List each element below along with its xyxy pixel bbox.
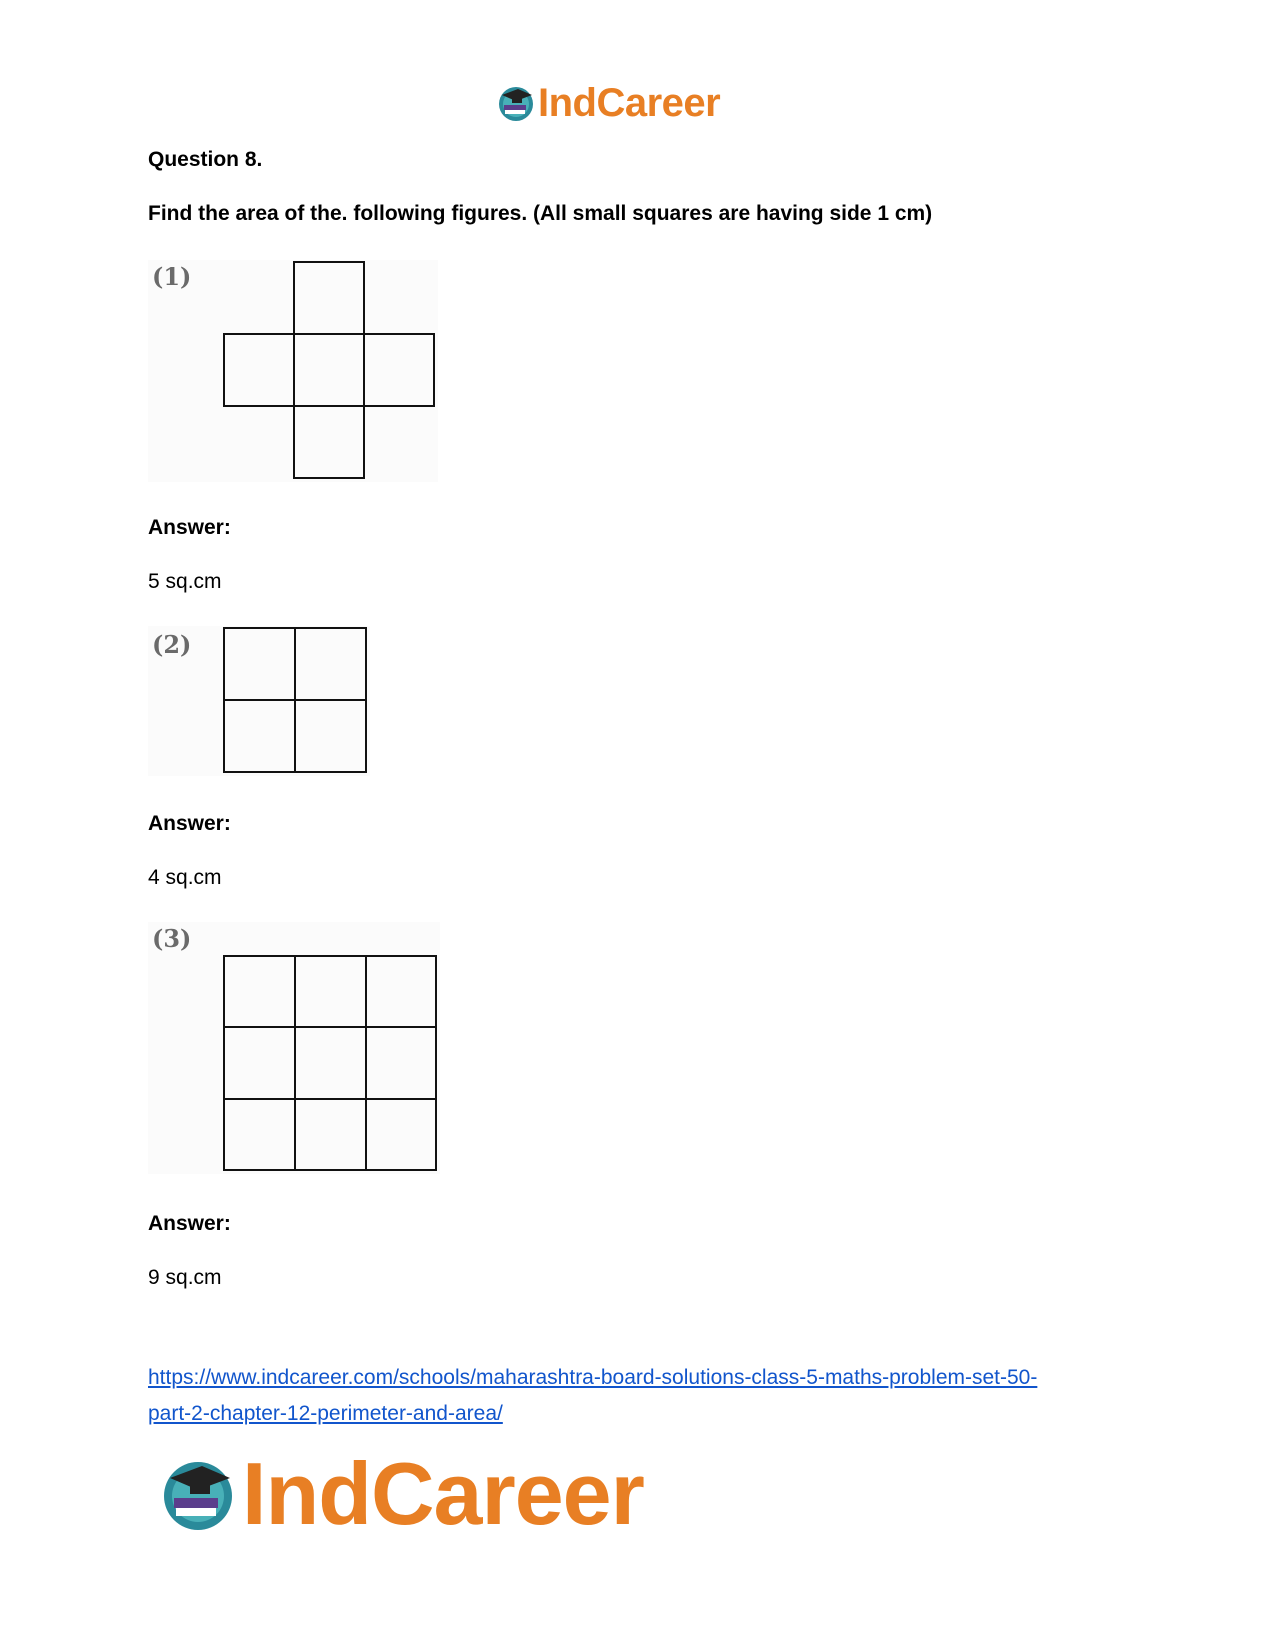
plus-shape-diagram xyxy=(148,260,438,482)
source-link-block xyxy=(148,1360,1148,1432)
answer-heading: Answer: xyxy=(148,516,231,539)
answer-heading: Answer: xyxy=(148,1212,231,1235)
question-title: Question 8. xyxy=(148,148,263,171)
answer-value: 5 sq.cm xyxy=(148,570,222,593)
answer-value: 4 sq.cm xyxy=(148,866,222,889)
figure-1 xyxy=(148,260,438,482)
answer-heading: Answer: xyxy=(148,812,231,835)
header-logo xyxy=(496,80,720,126)
figure-3 xyxy=(148,922,440,1174)
answer-value: 9 sq.cm xyxy=(148,1266,222,1289)
question-prompt: Find the area of the. following figures. (All small squares are having side 1 cm) xyxy=(148,202,933,225)
figure-label: (3) xyxy=(152,924,192,953)
logo-text: IndCareer xyxy=(538,81,721,125)
logo-globe-icon xyxy=(158,1454,238,1534)
figure-label: (1) xyxy=(152,262,192,291)
source-link-line-2[interactable]: part-2-chapter-12-perimeter-and-area/ xyxy=(148,1402,503,1425)
figure-label: (2) xyxy=(152,630,192,659)
figure-2 xyxy=(148,626,370,776)
grid-2x2-diagram xyxy=(148,626,370,776)
logo-text: IndCareer xyxy=(242,1444,644,1543)
source-link-line-1[interactable]: https://www.indcareer.com/schools/maharashtra-board-solutions-class-5-maths-problem-set-50- xyxy=(148,1366,1038,1389)
logo-globe-icon xyxy=(496,83,536,123)
grid-3x3-diagram xyxy=(148,922,440,1174)
footer-logo xyxy=(158,1444,644,1543)
